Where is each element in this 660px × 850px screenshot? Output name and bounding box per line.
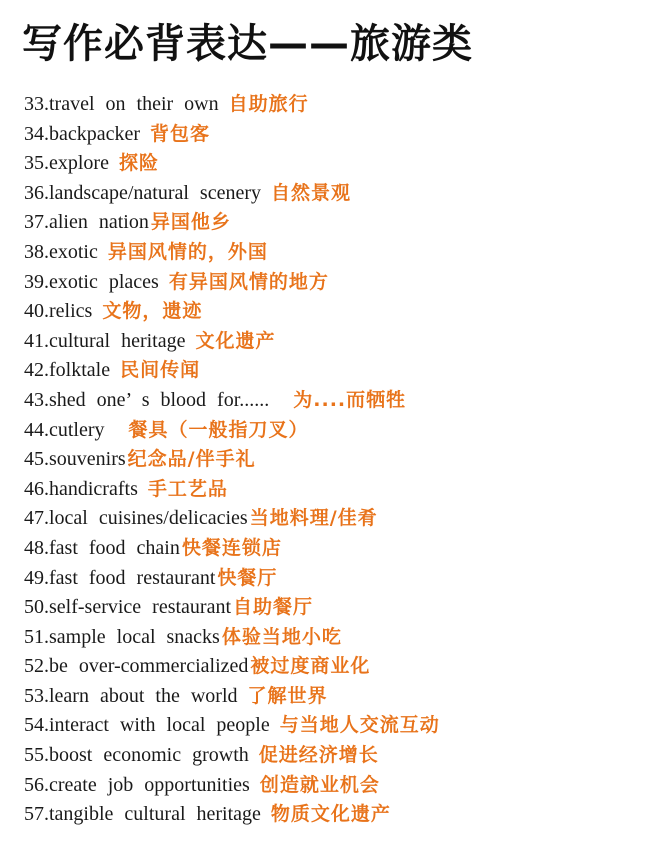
- list-item: [24, 593, 440, 623]
- english-term: 49.fast food restaurant: [24, 566, 216, 589]
- chinese-meaning: 探险: [118, 152, 159, 175]
- list-item: [24, 445, 440, 475]
- english-term: 55.boost economic growth: [24, 744, 249, 767]
- list-item: [24, 238, 440, 268]
- english-term: 45.souvenirs: [24, 448, 126, 471]
- chinese-meaning: 为....而牺牲: [293, 388, 407, 411]
- chinese-meaning: 快餐连锁店: [181, 536, 282, 559]
- english-term: 57.tangible cultural heritage: [24, 803, 261, 826]
- list-item: [24, 386, 440, 416]
- chinese-meaning: 民间传闻: [120, 359, 201, 382]
- english-term: 56.create job opportunities: [24, 773, 250, 796]
- english-term: 51.sample local snacks: [24, 625, 220, 648]
- list-item: [24, 268, 440, 298]
- english-term: 37.alien nation: [24, 211, 149, 234]
- list-item: [24, 120, 440, 150]
- english-term: 54.interact with local people: [24, 714, 270, 737]
- chinese-meaning: 自然景观: [271, 181, 352, 204]
- chinese-meaning: 被过度商业化: [250, 655, 371, 678]
- list-item: [24, 475, 440, 505]
- chinese-meaning: 物质文化遗产: [270, 803, 391, 826]
- chinese-meaning: 创造就业机会: [259, 773, 380, 796]
- list-item: [24, 771, 440, 801]
- english-term: 39.exotic places: [24, 270, 159, 293]
- chinese-meaning: 自助餐厅: [233, 596, 314, 619]
- english-term: 36.landscape/natural scenery: [24, 181, 262, 204]
- english-term: 42.folktale: [24, 359, 111, 382]
- page-title: 写作必背表达——旅游类: [22, 21, 473, 67]
- list-item: [24, 149, 440, 179]
- english-term: 38.exotic: [24, 240, 98, 263]
- list-item: [24, 741, 440, 771]
- list-item: [24, 208, 440, 238]
- english-term: 50.self-service restaurant: [24, 596, 232, 619]
- chinese-meaning: 促进经济增长: [258, 744, 379, 767]
- chinese-meaning: 当地料理/佳肴: [249, 507, 378, 530]
- list-item: [24, 800, 440, 830]
- chinese-meaning: 自助旅行: [228, 93, 309, 115]
- chinese-meaning: 背包客: [150, 122, 211, 145]
- vocabulary-list: [24, 90, 440, 830]
- english-term: 46.handicrafts: [24, 477, 138, 500]
- english-term: 52.be over-commercialized: [24, 655, 249, 678]
- chinese-meaning: 了解世界: [247, 684, 328, 707]
- chinese-meaning: 异国风情的，外国: [107, 240, 268, 263]
- chinese-meaning: 快餐厅: [217, 566, 278, 589]
- english-term: 44.cutlery: [24, 418, 105, 441]
- list-item: [24, 504, 440, 534]
- list-item: [24, 179, 440, 209]
- english-term: 48.fast food chain: [24, 536, 180, 559]
- chinese-meaning: 与当地人交流互动: [279, 714, 440, 737]
- list-item: [24, 90, 440, 120]
- chinese-meaning: 文化遗产: [195, 329, 276, 352]
- chinese-meaning: 文物，遗迹: [102, 300, 203, 323]
- english-term: 53.learn about the world: [24, 684, 238, 707]
- chinese-meaning: 纪念品/伴手礼: [127, 448, 256, 471]
- english-term: 40.relics: [24, 300, 93, 323]
- list-item: [24, 711, 440, 741]
- english-term: 41.cultural heritage: [24, 329, 186, 352]
- chinese-meaning: 手工艺品: [147, 477, 228, 500]
- english-term: 34.backpacker: [24, 122, 141, 145]
- english-term: 43.shed one’ s blood for......: [24, 388, 270, 411]
- english-term: 35.explore: [24, 152, 109, 175]
- chinese-meaning: 有异国风情的地方: [168, 270, 329, 293]
- list-item: [24, 534, 440, 564]
- list-item: [24, 297, 440, 327]
- english-term: 47.local cuisines/delicacies: [24, 507, 248, 530]
- list-item: [24, 564, 440, 594]
- list-item: [24, 356, 440, 386]
- list-item: [24, 682, 440, 712]
- list-item: [24, 416, 440, 446]
- chinese-meaning: 异国他乡: [150, 211, 231, 234]
- chinese-meaning: 餐具（一般指刀叉）: [128, 418, 309, 441]
- chinese-meaning: 体验当地小吃: [221, 625, 342, 648]
- list-item: [24, 623, 440, 653]
- list-item: [24, 327, 440, 357]
- list-item: [24, 652, 440, 682]
- english-term: 33.travel on their own: [24, 93, 219, 115]
